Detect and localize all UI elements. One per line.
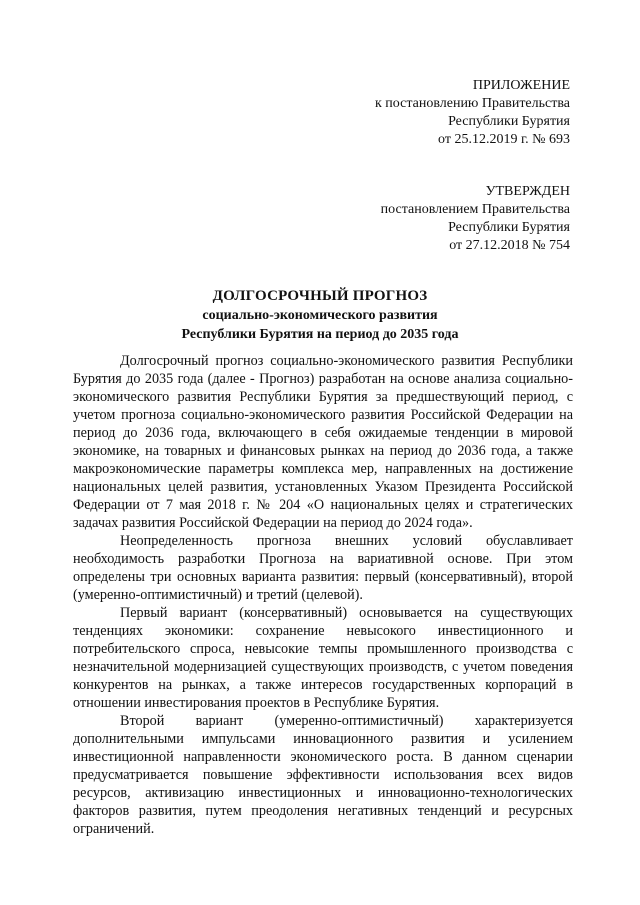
annex-date: от 25.12.2019 г. № 693: [438, 132, 570, 147]
annex-header: [375, 77, 570, 149]
approval-line: постановлением Правительства: [380, 202, 570, 217]
paragraph: Второй вариант (умеренно-оптимистичный) характеризуется дополнительными импульсами инновационного развития и усилением инвестиционной направленности экономического роста. В данном сценарии предусматривается повышение эффективности использования всех видов ресурсов, активизацию инвестиционных и инновационно-технологических факторов развития, путем преодоления негативных тенденций и ресурсных ограничений.: [73, 713, 573, 837]
document-title: ДОЛГОСРОЧНЫЙ ПРОГНОЗ: [212, 288, 428, 304]
annex-line: к постановлению Правительства: [374, 96, 570, 111]
annex-line: Республики Бурятия: [448, 114, 570, 129]
document-subtitle: социально-экономического развития: [202, 308, 438, 323]
paragraph: Долгосрочный прогноз социально-экономического развития Республики Бурятия до 2035 года (далее - Прогноз) разработан на основе анализа социально-экономического развития Республики Бурятия за предшествующий период, с учетом прогноза социально-экономического развития Российской Федерации на период до 2036 года, включающего в себя ожидаемые тенденции в мировой экономике, на товарных и финансовых рынках на период до 2036 года, а также макроэкономические параметры комплекса мер, направленных на достижение национальных целей развития, установленных Указом Президента Российской Федерации от 7 мая 2018 г. № 204 «О национальных целях и стратегических задачах развития Российской Федерации на период до 2024 года».: [73, 353, 573, 531]
approval-header: [381, 183, 570, 255]
approval-title: УТВЕРЖДЕН: [485, 184, 570, 199]
approval-date: от 27.12.2018 № 754: [449, 238, 570, 253]
approval-line: Республики Бурятия: [448, 220, 570, 235]
annex-title: ПРИЛОЖЕНИЕ: [472, 78, 570, 93]
document-subtitle: Республики Бурятия на период до 2035 года: [181, 327, 459, 342]
paragraph: Первый вариант (консервативный) основывается на существующих тенденциях экономики: сохранение невысокого инвестиционного и потребительского спроса, невысокие темпы промышленного производства с незначительной модернизацией существующих производств, с учетом поведения конкурентов на рынках, а также интересов государственных корпораций в отношении инвестирования проектов в Республике Бурятия.: [73, 605, 573, 711]
paragraph: Неопределенность прогноза внешних условий обуславливает необходимость разработки Прогноза на вариативной основе. При этом определены три основных варианта развития: первый (консервативный), второй (умеренно-оптимистичный) и третий (целевой).: [73, 533, 573, 603]
document-body: [73, 352, 573, 838]
document-title-block: [0, 287, 640, 344]
